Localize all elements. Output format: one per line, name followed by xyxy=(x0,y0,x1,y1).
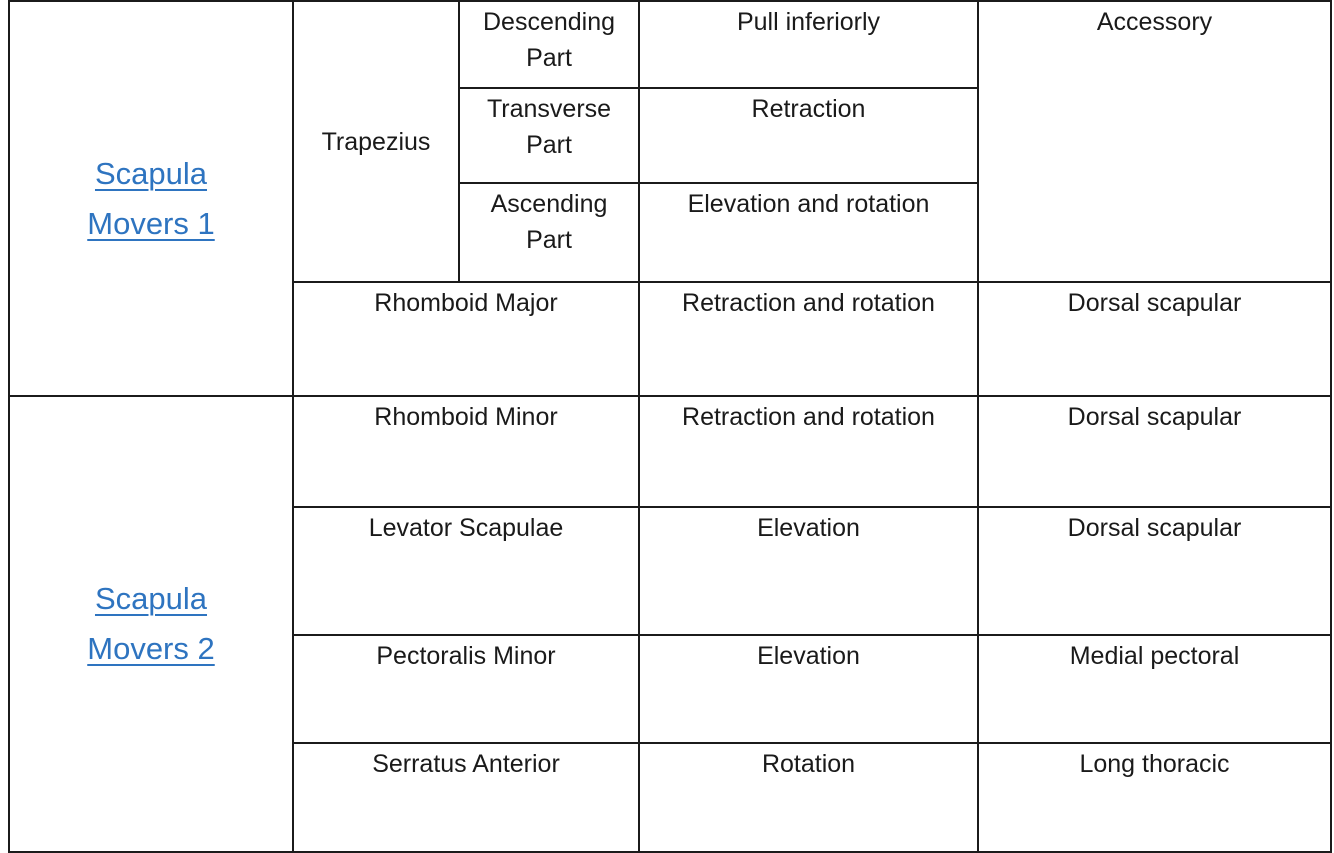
muscle-cell: Serratus Anterior xyxy=(293,743,639,852)
action-cell: Rotation xyxy=(639,743,978,852)
nerve-cell-trapezius: Accessory xyxy=(978,1,1331,282)
nerve-cell: Dorsal scapular xyxy=(978,507,1331,635)
action-cell: Retraction xyxy=(639,88,978,183)
action-cell: Pull inferiorly xyxy=(639,1,978,88)
group-cell-movers-2 xyxy=(9,396,293,852)
muscle-cell-trapezius: Trapezius xyxy=(293,1,459,282)
muscle-cell: Levator Scapulae xyxy=(293,507,639,635)
muscle-cell: Pectoralis Minor xyxy=(293,635,639,743)
action-cell: Retraction and rotation xyxy=(639,396,978,507)
action-cell: Elevation xyxy=(639,507,978,635)
nerve-cell: Medial pectoral xyxy=(978,635,1331,743)
action-cell: Elevation xyxy=(639,635,978,743)
part-cell xyxy=(459,1,639,88)
nerve-cell: Dorsal scapular xyxy=(978,396,1331,507)
scapula-movers-2-link[interactable]: Scapula Movers 2 xyxy=(87,581,215,666)
action-cell: Retraction and rotation xyxy=(639,282,978,396)
part-label: Transverse Part xyxy=(486,95,612,159)
scapula-movers-1-link[interactable]: Scapula Movers 1 xyxy=(87,155,215,241)
table-row xyxy=(9,396,1331,507)
action-cell: Elevation and rotation xyxy=(639,183,978,282)
table-row xyxy=(9,1,1331,88)
muscle-cell: Rhomboid Minor xyxy=(293,396,639,507)
part-cell xyxy=(459,88,639,183)
part-cell xyxy=(459,183,639,282)
scapula-muscles-table xyxy=(8,0,1332,853)
nerve-cell: Long thoracic xyxy=(978,743,1331,852)
muscle-cell: Rhomboid Major xyxy=(293,282,639,396)
nerve-cell: Dorsal scapular xyxy=(978,282,1331,396)
group-cell-movers-1 xyxy=(9,1,293,396)
part-label: Descending Part xyxy=(482,8,616,72)
part-label: Ascending Part xyxy=(490,190,608,254)
